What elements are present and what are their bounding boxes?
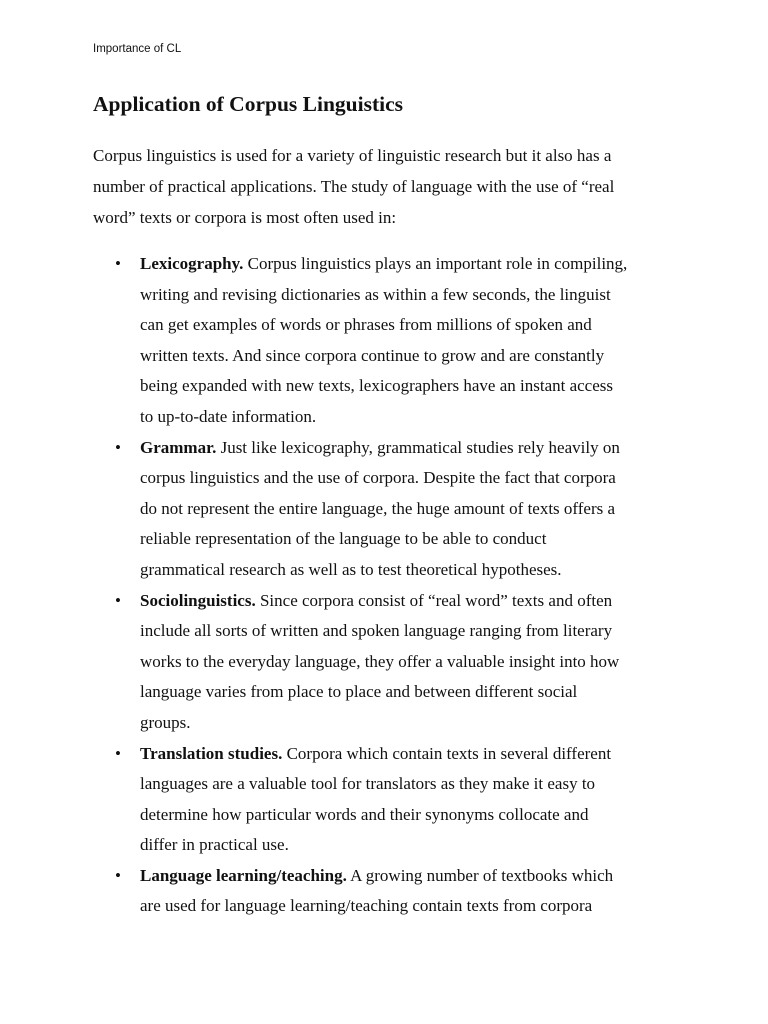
list-item-line: corpus linguistics and the use of corpora. Despite the fact that corpora: [140, 468, 616, 488]
list-item-text: [140, 861, 693, 922]
bullet-icon: •: [115, 865, 121, 885]
list-item-text: [140, 739, 693, 861]
list-item-term: Sociolinguistics.: [140, 590, 256, 610]
list-item-text: [140, 433, 693, 586]
bullet-icon: •: [115, 743, 121, 763]
list-item-line: written texts. And since corpora continue to grow and are constantly: [140, 345, 605, 365]
list-item-line: are used for language learning/teaching contain texts from corpora: [140, 896, 593, 916]
list-item-translation-studies: [93, 739, 693, 861]
list-item-term: Language learning/teaching.: [140, 865, 347, 885]
list-item-line: reliable representation of the language to be able to conduct: [140, 529, 547, 549]
document-title: Application of Corpus Linguistics: [93, 92, 404, 116]
list-item-line: do not represent the entire language, the huge amount of texts offers a: [140, 498, 616, 518]
list-item-term: Translation studies.: [140, 743, 283, 763]
bullet-icon: •: [115, 254, 121, 273]
list-item-first-line: [140, 433, 693, 464]
list-item-first-line-text: A growing number of textbooks which: [346, 865, 614, 885]
list-item-text: [140, 249, 693, 433]
list-item-line: include all sorts of written and spoken language ranging from literary: [140, 621, 613, 641]
bullet-icon: •: [115, 590, 121, 610]
list-item-text: [140, 586, 693, 739]
list-item-term: Grammar.: [140, 437, 217, 457]
intro-line: word” texts or corpora is most often used in:: [93, 208, 397, 227]
list-item-line: can get examples of words or phrases from millions of spoken and: [140, 315, 592, 335]
bullet-icon: •: [115, 437, 121, 457]
list-item-line: language varies from place to place and between different social: [140, 682, 578, 702]
list-item-first-line-text: Corpus linguistics plays an important role in compiling,: [243, 254, 628, 273]
list-item-line: works to the everyday language, they offer a valuable insight into how: [140, 651, 620, 671]
list-item-line: groups.: [140, 712, 191, 732]
list-item-first-line: [140, 861, 693, 892]
intro-line: Corpus linguistics is used for a variety of linguistic research but it also has a: [93, 146, 612, 165]
list-item-line: differ in practical use.: [140, 835, 289, 855]
list-item-first-line: [140, 249, 693, 280]
list-item-first-line-text: Corpora which contain texts in several different: [282, 743, 612, 763]
list-item-first-line-text: Since corpora consist of “real word” texts and often: [255, 590, 613, 610]
list-item-line: grammatical research as well as to test theoretical hypotheses.: [140, 559, 562, 579]
list-item-line: languages are a valuable tool for translators as they make it easy to: [140, 774, 596, 794]
list-item-term: Lexicography.: [140, 254, 244, 273]
list-item-sociolinguistics: [93, 586, 693, 739]
list-item-first-line: [140, 739, 693, 770]
list-item-first-line-text: Just like lexicography, grammatical studies rely heavily on: [216, 437, 620, 457]
list-item-first-line: [140, 586, 693, 617]
list-item-line: to up-to-date information.: [140, 406, 317, 426]
list-item-line: determine how particular words and their synonyms collocate and: [140, 804, 589, 824]
list-item-line: writing and revising dictionaries as within a few seconds, the linguist: [140, 284, 611, 304]
list-item-language-learning: [93, 861, 693, 922]
list-item-lexicography: [93, 249, 693, 433]
intro-paragraph: [93, 140, 683, 233]
applications-list: [93, 249, 693, 922]
intro-line: number of practical applications. The study of language with the use of “real: [93, 177, 615, 196]
list-item-line: being expanded with new texts, lexicographers have an instant access: [140, 376, 614, 396]
list-item-grammar: [93, 433, 693, 586]
running-header: Importance of CL: [93, 43, 182, 55]
